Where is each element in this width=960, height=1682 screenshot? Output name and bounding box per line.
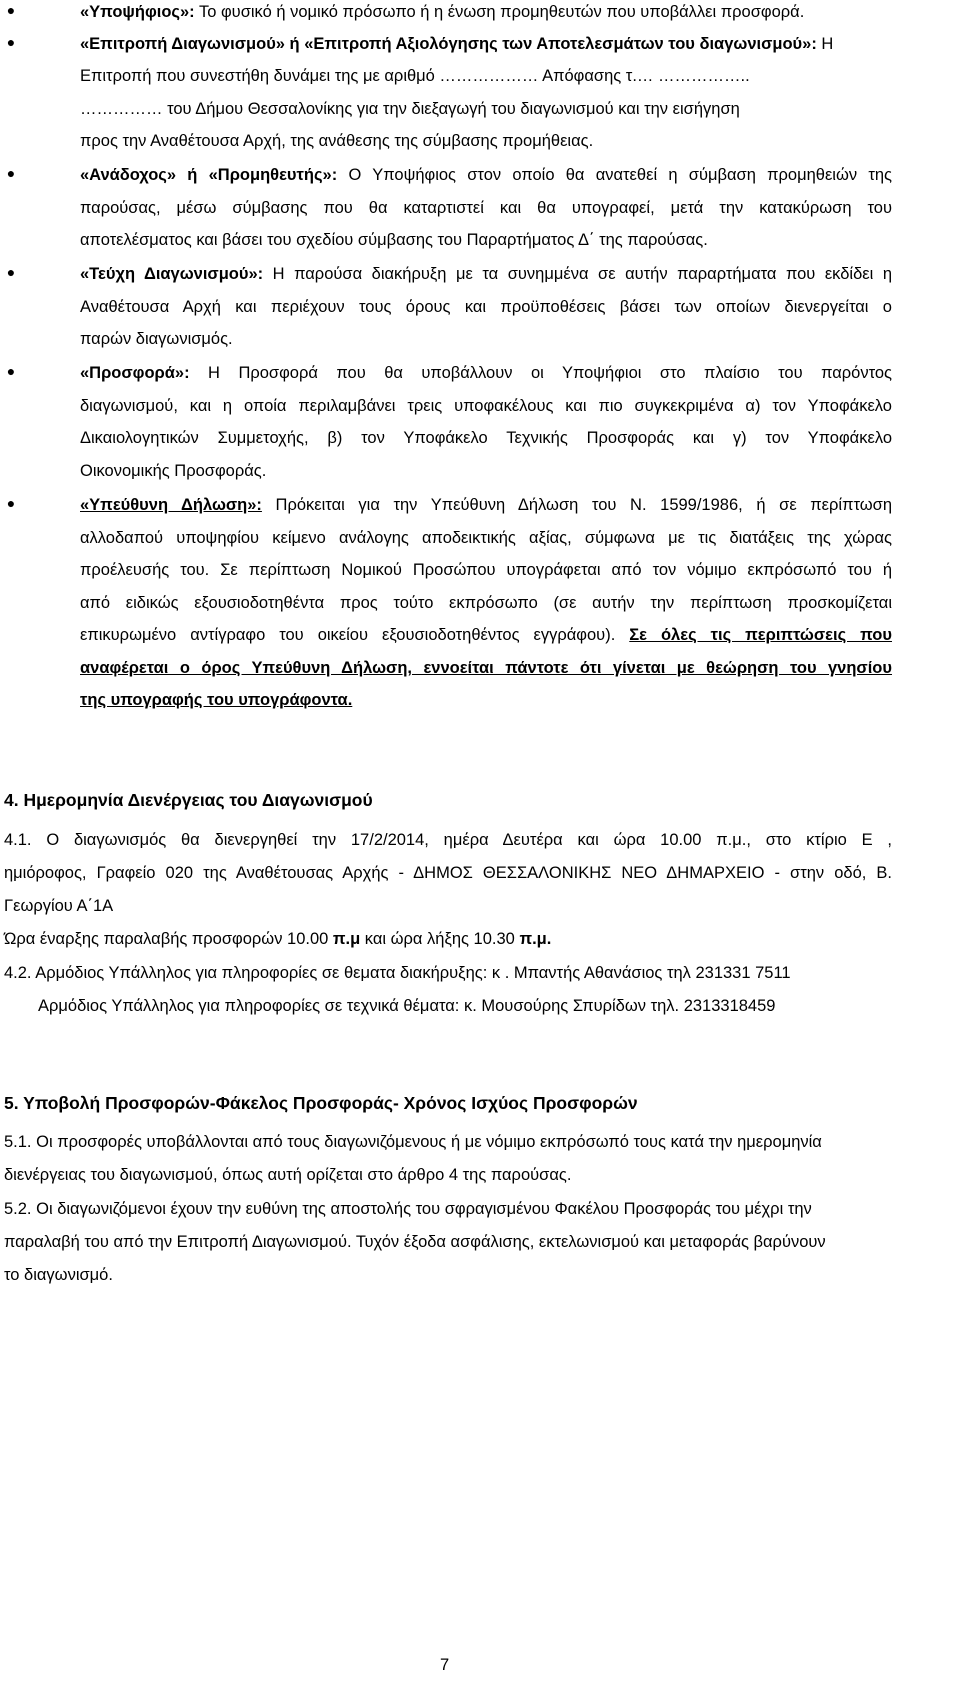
term: «Υποψήφιος»: bbox=[80, 3, 195, 21]
text-line: παρούσας, μέσω σύμβασης που θα καταρτιστεί και θα υπογραφεί, μετά την κατακύρωση του bbox=[80, 199, 892, 217]
page-number: 7 bbox=[440, 1656, 450, 1674]
text-line: Γεωργίου Α΄1Α bbox=[4, 897, 114, 915]
text-line: παρών διαγωνισμός. bbox=[80, 330, 233, 348]
text-line: από ειδικώς εξουσιοδοτηθέντα προς τούτο εκπρόσωπο (σε αυτήν την περίπτωση προσκομίζεται bbox=[80, 594, 892, 612]
term: «Προσφορά»: bbox=[80, 364, 190, 382]
text-line: παραλαβή του από την Επιτροπή Διαγωνισμού. Τυχόν έξοδα ασφάλισης, εκτελωνισμού και μεταφοράς βαρύνουν bbox=[4, 1233, 826, 1251]
text-line: …………… του Δήμου Θεσσαλονίκης για την διεξαγωγή του διαγωνισμού και την εισήγηση bbox=[80, 100, 740, 118]
text-line: προς την Αναθέτουσα Αρχή, της ανάθεσης της σύμβασης προμήθειας. bbox=[80, 132, 594, 150]
text-line: 5.1. Οι προσφορές υποβάλλονται από τους διαγωνιζόμενους ή με νόμιμο εκπρόσωπό τους κατά την ημερομηνία bbox=[4, 1133, 822, 1151]
bullet-icon: ● bbox=[6, 34, 16, 50]
term: «Ανάδοχος» ή «Προμηθευτής»: bbox=[80, 166, 338, 184]
text-line: Δικαιολογητικών Συμμετοχής, β) τον Υποφάκελο Τεχνικής Προσφοράς και γ) τον Υποφάκελο bbox=[80, 429, 892, 447]
text-line: Ώρα έναρξης παραλαβής προσφορών 10.00 π.μ και ώρα λήξης 10.30 π.μ. bbox=[4, 930, 552, 948]
text-line: Οικονομικής Προσφοράς. bbox=[80, 462, 267, 480]
term: «Επιτροπή Διαγωνισμού» ή «Επιτροπή Αξιολόγησης των Αποτελεσμάτων του διαγωνισμού»: bbox=[80, 35, 817, 53]
text-line: επικυρωμένο αντίγραφο του οικείου εξουσιοδοτηθέντος εγγράφου). Σε όλες τις περιπτώσεις που bbox=[80, 626, 892, 644]
text-line: το διαγωνισμό. bbox=[4, 1266, 113, 1284]
definition-tender-docs: «Τεύχη Διαγωνισμού»: Η παρούσα διακήρυξη με τα συνημμένα σε αυτήν παραρτήματα που εκδίδει η bbox=[80, 265, 892, 283]
text-line: διενέργειας του διαγωνισμού, όπως αυτή ορίζεται στο άρθρο 4 της παρούσας. bbox=[4, 1166, 572, 1184]
text-line-bold: αναφέρεται ο όρος Υπεύθυνη Δήλωση, εννοείται πάντοτε ότι γίνεται με θεώρηση του γνησίου bbox=[80, 659, 892, 677]
text-line: Επιτροπή που συνεστήθη δυνάμει της με αριθμό ……………… Απόφασης τ.… …………….. bbox=[80, 67, 750, 85]
definition-solemn-declaration: «Υπεύθυνη Δήλωση»: Πρόκειται για την Υπεύθυνη Δήλωση του Ν. 1599/1986, ή σε περίπτωση bbox=[80, 496, 892, 514]
text-line: 4.1. Ο διαγωνισμός θα διενεργηθεί την 17/2/2014, ημέρα Δευτέρα και ώρα 10.00 π.μ., στο κτίριο Ε , bbox=[4, 831, 892, 849]
text-line-bold: της υπογραφής του υπογράφοντα. bbox=[80, 691, 353, 709]
text-line: Αρμόδιος Υπάλληλος για πληροφορίες σε τεχνικά θέματα: κ. Μουσούρης Σπυρίδων τηλ. 2313318459 bbox=[38, 997, 776, 1015]
definition-offer: «Προσφορά»: Η Προσφορά που θα υποβάλλουν οι Υποψήφιοι στο πλαίσιο του παρόντος bbox=[80, 364, 892, 382]
definition-contractor: «Ανάδοχος» ή «Προμηθευτής»: Ο Υποψήφιος στον οποίο θα ανατεθεί η σύμβαση προμηθειών της bbox=[80, 166, 892, 184]
text-line: 4.2. Αρμόδιος Υπάλληλος για πληροφορίες σε θεματα διακήρυξης: κ . Μπαντής Αθανάσιος τηλ 231331 7511 bbox=[4, 964, 791, 982]
term: «Υπεύθυνη Δήλωση»: bbox=[80, 496, 262, 514]
text-line: αλλοδαπού υποψηφίου κείμενο ανάλογης αποδεικτικής αξίας, σύμφωνα με τις διατάξεις της χώρας bbox=[80, 529, 892, 547]
term: «Τεύχη Διαγωνισμού»: bbox=[80, 265, 264, 283]
text-line: αποτελέσματος και βάσει του σχεδίου σύμβασης του Παραρτήματος Δ΄ της παρούσας. bbox=[80, 231, 708, 249]
bullet-icon: ● bbox=[6, 2, 16, 18]
text-line: Αναθέτουσα Αρχή και περιέχουν τους όρους και προϋποθέσεις βάσει των οποίων διενεργείται ο bbox=[80, 298, 892, 316]
definition-committee: «Επιτροπή Διαγωνισμού» ή «Επιτροπή Αξιολόγησης των Αποτελεσμάτων του διαγωνισμού»: Η bbox=[80, 35, 834, 53]
section-heading-4: 4. Ημερομηνία Διενέργειας του Διαγωνισμού bbox=[4, 790, 373, 810]
bullet-icon: ● bbox=[6, 165, 16, 181]
text-line: διαγωνισμού, και η οποία περιλαμβάνει τρεις υποφακέλους και πιο συγκεκριμένα α) τον Υποφάκελο bbox=[80, 397, 892, 415]
bullet-icon: ● bbox=[6, 363, 16, 379]
text-line: 5.2. Οι διαγωνιζόμενοι έχουν την ευθύνη της αποστολής του σφραγισμένου Φακέλου Προσφοράς του μέχρι την bbox=[4, 1200, 812, 1218]
text-line: προέλευσής του. Σε περίπτωση Νομικού Προσώπου υπογράφεται από τον νόμιμο εκπρόσωπό του ή bbox=[80, 561, 892, 579]
bullet-icon: ● bbox=[6, 264, 16, 280]
bullet-icon: ● bbox=[6, 495, 16, 511]
definition-candidate: «Υποψήφιος»: Το φυσικό ή νομικό πρόσωπο ή η ένωση προμηθευτών που υποβάλλει προσφορά. bbox=[80, 3, 805, 21]
section-heading-5: 5. Υποβολή Προσφορών-Φάκελος Προσφοράς- Χρόνος Ισχύος Προσφορών bbox=[4, 1093, 638, 1113]
text-line: ημιόροφος, Γραφείο 020 της Αναθέτουσας Αρχής - ΔΗΜΟΣ ΘΕΣΣΑΛΟΝΙΚΗΣ ΝΕΟ ΔΗΜΑΡΧΕΙΟ - στην οδό, Β. bbox=[4, 864, 892, 882]
